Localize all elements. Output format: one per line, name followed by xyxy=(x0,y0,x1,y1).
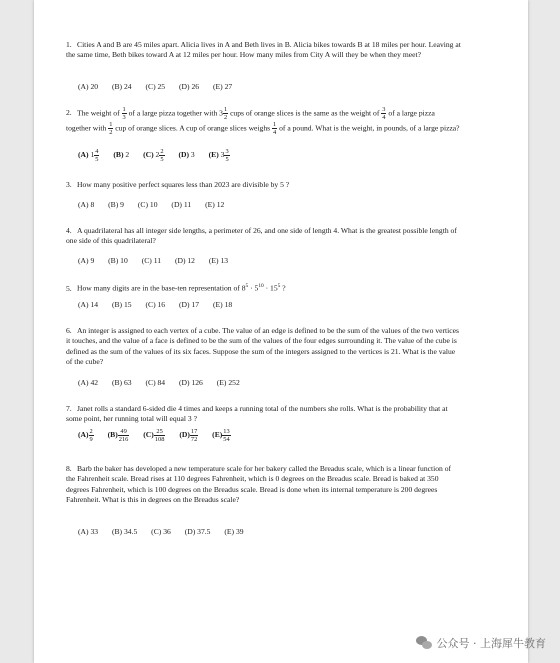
option-c: (C) 25 xyxy=(145,82,166,91)
options-1 xyxy=(78,82,244,91)
question-2 xyxy=(66,106,461,136)
question-number: 1. xyxy=(66,40,72,49)
question-text: Cities A and B are 45 miles apart. Alicia lives in A and Beth lives in B. Alicia bikes towards B at 18 miles per hour. Leaving at the same time, Beth bikes toward A at 12 miles per hour. How many miles from City A will they be when they meet? xyxy=(66,40,461,60)
option-e: (E) 252 xyxy=(216,378,240,387)
question-5: 5. How many digits are in the base-ten representation of $8^5 \cdot 5^{10} \cdot 15^5$ ? xyxy=(66,283,286,293)
question-3 xyxy=(66,180,461,190)
fraction: $\frac{1}{2}$ xyxy=(109,121,113,136)
option-a: (A) 42 xyxy=(78,378,99,387)
question-8 xyxy=(66,464,461,506)
option-b: (B) 34.5 xyxy=(111,527,138,536)
fraction: $\frac{1}{2}$ xyxy=(223,106,228,121)
option-d: (D) 126 xyxy=(179,378,203,387)
fraction: $\frac{1}{4}$ xyxy=(273,121,277,136)
option-c: (C) 10 xyxy=(137,200,158,209)
question-6 xyxy=(66,326,461,368)
option-b: (B) 24 xyxy=(111,82,132,91)
option-e: (E) 39 xyxy=(224,527,244,536)
options-6 xyxy=(78,378,252,387)
option-a: (A) 33 xyxy=(78,527,99,536)
option-b: (B) 15 xyxy=(111,300,132,309)
option-b: (B) $\frac{49}{216}$ xyxy=(107,428,129,443)
option-b: (B) 63 xyxy=(111,378,132,387)
option-c: (C) 2 $\frac{2}{5}$ xyxy=(143,148,164,163)
option-a: (A) 20 xyxy=(78,82,99,91)
options-3 xyxy=(78,200,236,209)
options-7 xyxy=(78,428,243,443)
question-number: 5. xyxy=(66,283,72,293)
option-a: (A) 9 xyxy=(78,256,95,265)
wechat-icon xyxy=(416,636,432,650)
option-e: (E) $\frac{13}{54}$ xyxy=(212,428,230,443)
option-e: (E) 13 xyxy=(208,256,229,265)
option-c: (C) 16 xyxy=(145,300,166,309)
options-4 xyxy=(78,256,240,265)
options-5 xyxy=(78,300,244,309)
option-b: (B) 10 xyxy=(108,256,128,265)
question-number: 6. xyxy=(66,326,72,335)
fraction: $\frac{3}{4}$ xyxy=(382,106,386,121)
question-text: An integer is assigned to each vertex of a cube. The value of an edge is defined to be the sum of the values of the two vertices it touches, and the value of a face is defined to be the sum of the values of the four edges surrounding it. The value of the cube is defined as the sum of the values of its six faces. Suppose the sum of the integers assigned to the vertices is 21. What is the value of the cube? xyxy=(66,326,459,367)
option-a: (A) $\frac{2}{9}$ xyxy=(78,428,93,443)
option-d: (D) 17 xyxy=(179,300,200,309)
question-text: How many positive perfect squares less than 2023 are divisible by 5 ? xyxy=(77,180,290,189)
option-a: (A) 1 $\frac{4}{5}$ xyxy=(78,148,99,163)
question-text: A quadrilateral has all integer side lengths, a perimeter of 26, and one side of length 4. What is the greatest possible length of one side of this quadrilateral? xyxy=(66,226,457,246)
question-number: 2. xyxy=(66,108,72,118)
question-number: 8. xyxy=(66,464,72,473)
watermark xyxy=(416,635,547,651)
fraction: $\frac{1}{3}$ xyxy=(122,106,126,121)
option-b: (B) 9 xyxy=(108,200,124,209)
options-2 xyxy=(78,148,242,163)
option-e: (E) 12 xyxy=(205,200,225,209)
options-8 xyxy=(78,527,256,536)
option-d: (D) 3 xyxy=(178,150,195,160)
question-text: of a large pizza together with xyxy=(66,108,435,133)
option-e: (E) 27 xyxy=(212,82,233,91)
option-d: (D) 11 xyxy=(171,200,192,209)
question-text: cup of orange slices. A cup of orange slices weighs xyxy=(115,123,271,133)
question-text: How many digits are in the base-ten representation of 8 xyxy=(77,283,246,293)
question-text: of a pound. What is the weight, in pounds, of a large pizza? xyxy=(279,123,460,133)
question-text: The weight of xyxy=(77,108,120,118)
option-c: (C) 84 xyxy=(145,378,166,387)
option-d: (D) $\frac{17}{72}$ xyxy=(179,428,198,443)
option-e: (E) 3 $\frac{3}{5}$ xyxy=(208,148,229,163)
question-number: 7. xyxy=(66,404,72,413)
question-number: 3. xyxy=(66,180,72,189)
option-c: (C) 36 xyxy=(151,527,171,536)
option-a: (A) 8 xyxy=(78,200,95,209)
question-text: of a large pizza together with 3 xyxy=(128,108,223,118)
question-7 xyxy=(66,404,461,425)
option-c: (C) 11 xyxy=(141,256,162,265)
question-1 xyxy=(66,40,461,61)
option-e: (E) 18 xyxy=(212,300,233,309)
question-4 xyxy=(66,226,461,247)
option-d: (D) 12 xyxy=(174,256,195,265)
option-d: (D) 37.5 xyxy=(184,527,211,536)
watermark-text: 公众号 · 上海犀牛教育 xyxy=(436,637,546,650)
question-number: 4. xyxy=(66,226,72,235)
question-text: Barb the baker has developed a new temperature scale for her bakery called the Breadus scale, which is a linear function of the Fahrenheit scale. Bread rises at 110 degrees Fahrenheit, which is 0 degrees on the Breadus scale. Bread is baked at 350 degrees Fahrenheit, which is 100 degrees on the Breadus scale. Bread is done when its internal temperature is 200 degrees Fahrenheit. What is this in degrees on the Breadus scale? xyxy=(66,464,452,505)
option-c: (C) $\frac{25}{108}$ xyxy=(143,428,165,443)
option-a: (A) 14 xyxy=(78,300,99,309)
option-d: (D) 26 xyxy=(179,82,200,91)
question-text: Janet rolls a standard 6-sided die 4 times and keeps a running total of the numbers she rolls. What is the probability that at some point, her running total will equal 3 ? xyxy=(66,404,448,424)
option-b: (B) 2 xyxy=(113,150,130,160)
question-text: cups of orange slices is the same as the weight of xyxy=(230,108,380,118)
